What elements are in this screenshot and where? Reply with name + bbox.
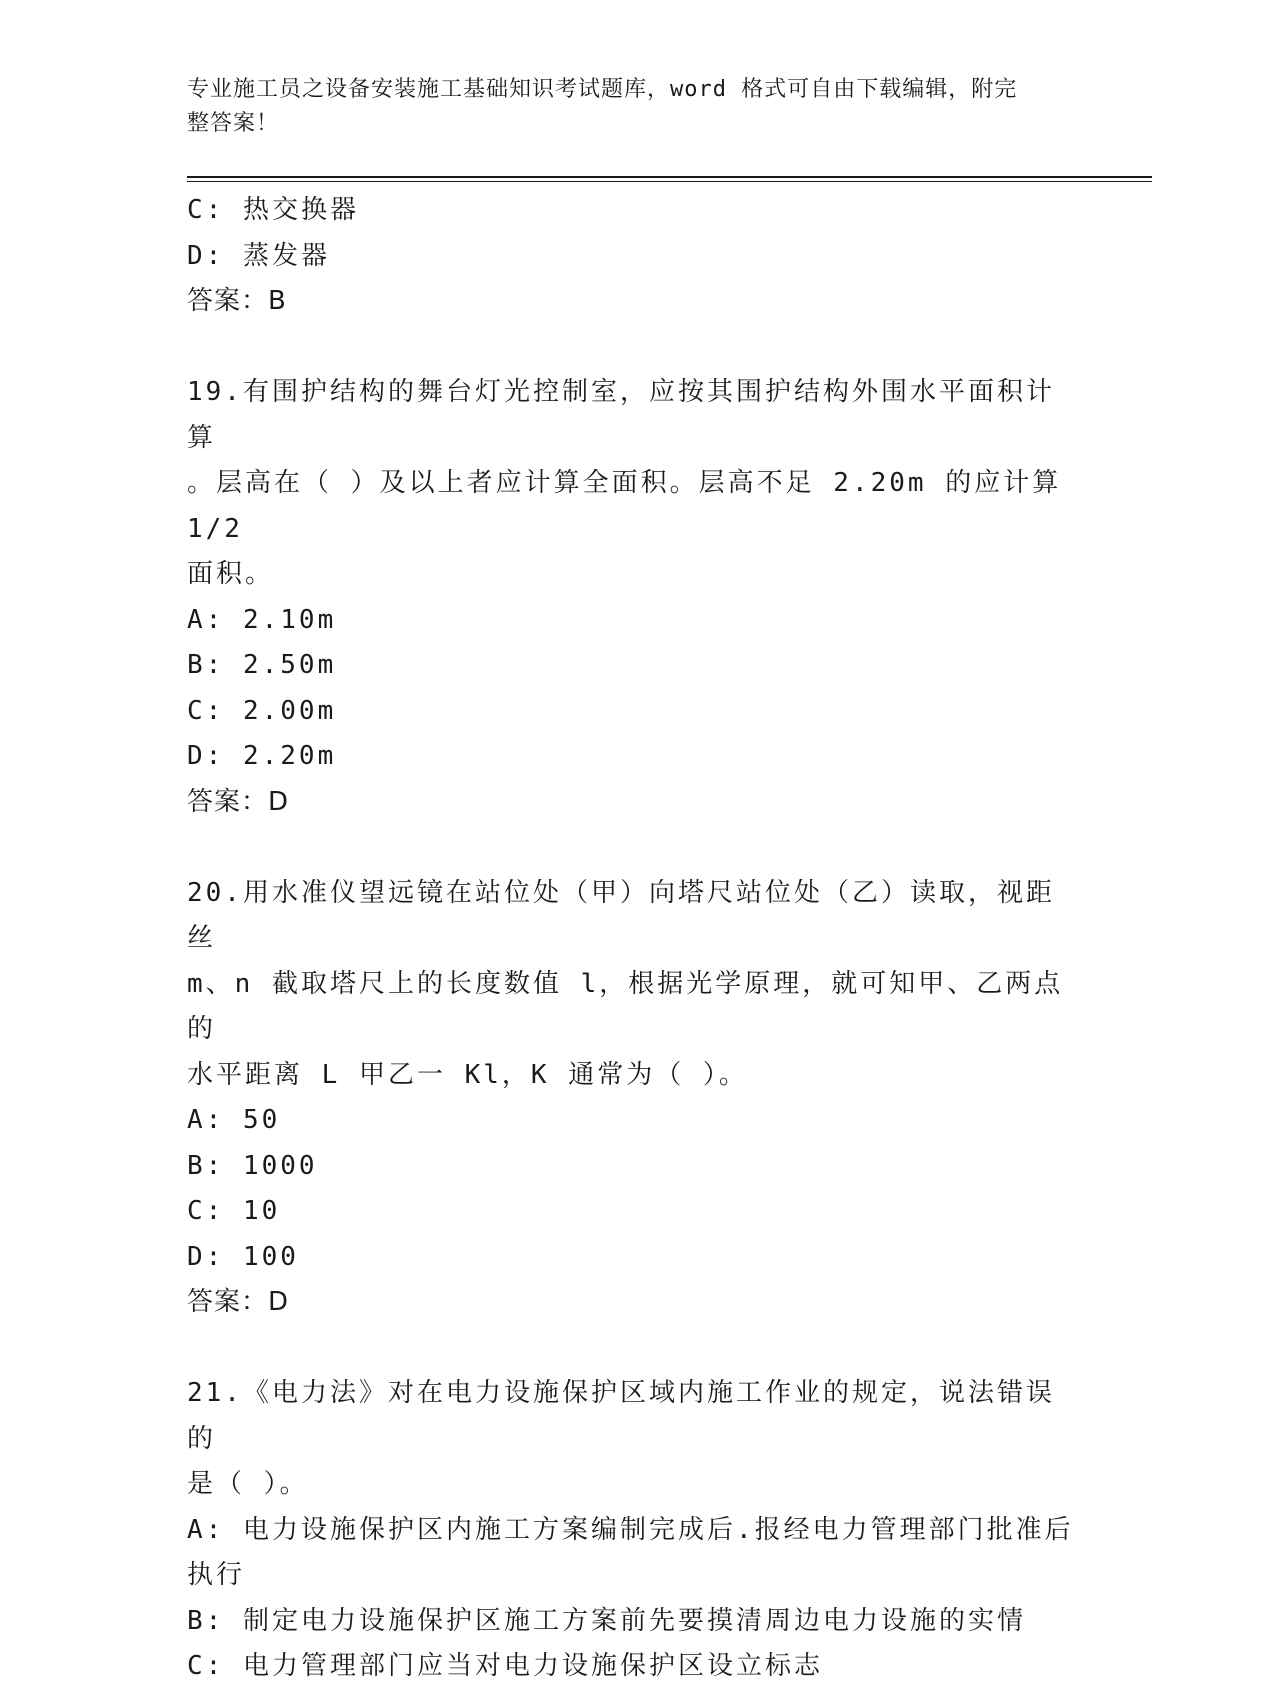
answer-line: 答案：B (187, 286, 287, 316)
question-stem-line: 19.有围护结构的舞台灯光控制室，应按其围护结构外围水平面积计算 (187, 377, 1055, 453)
option-d: D: 2.20m (187, 741, 337, 771)
question-stem-line: m、n 截取塔尺上的长度数值 l，根据光学原理，就可知甲、乙两点的 (187, 968, 1064, 1044)
option-b: B: 2.50m (187, 650, 337, 680)
header-divider-thick (187, 176, 1152, 178)
answer-line: 答案：D (187, 786, 290, 817)
answer-line: 答案：D (187, 1287, 290, 1317)
option-a: A: 2.10m (187, 604, 337, 635)
option-d: D: 蒸发器 (187, 240, 330, 271)
question-stem-line: 。层高在（ ）及以上者应计算全面积。层高不足 2.20m 的应计算 1/2 (187, 468, 1080, 544)
option-a: A: 50 (187, 1105, 281, 1135)
question-20 (187, 871, 1087, 1326)
document-header (187, 73, 1067, 141)
question-stem-line: 面积。 (187, 559, 275, 589)
option-c: C: 电力管理部门应当对电力设施保护区设立标志 (187, 1651, 823, 1681)
spacer (187, 1326, 1087, 1372)
question-21 (187, 1371, 1087, 1690)
question-stem-line: 是（ ）。 (187, 1469, 309, 1499)
question-content (187, 188, 1087, 1690)
header-divider-thin (187, 181, 1152, 182)
question-stem-line: 20.用水准仪望远镜在站位处（甲）向塔尺站位处（乙）读取，视距丝 (187, 877, 1055, 953)
question-stem-line: 21.《电力法》对在电力设施保护区域内施工作业的规定，说法错误的 (187, 1378, 1055, 1454)
header-line-1: 专业施工员之设备安装施工基础知识考试题库，word 格式可自由下载编辑，附完 (187, 77, 1018, 102)
option-a-continued: 执行 (187, 1560, 246, 1590)
option-c: C: 10 (187, 1196, 281, 1226)
question-19 (187, 370, 1087, 825)
option-c: C: 2.00m (187, 695, 337, 726)
option-b: B: 1000 (187, 1150, 318, 1181)
option-a: A: 电力设施保护区内施工方案编制完成后.报经电力管理部门批准后 (187, 1514, 1074, 1545)
option-c: C: 热交换器 (187, 195, 359, 225)
option-b: B: 制定电力设施保护区施工方案前先要摸清周边电力设施的实情 (187, 1605, 1026, 1636)
spacer (187, 325, 1087, 371)
question-stem-line: 水平距离 L 甲乙一 Kl，K 通常为（ ）。 (187, 1059, 748, 1090)
spacer (187, 825, 1087, 871)
header-line-2: 整答案！ (187, 111, 280, 136)
prev-question (187, 188, 1087, 325)
option-d: D: 100 (187, 1241, 299, 1272)
